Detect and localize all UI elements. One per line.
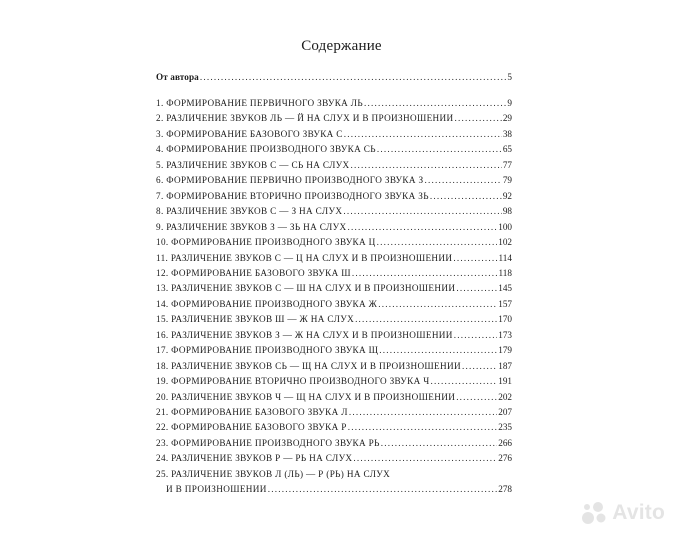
toc-entry (156, 373, 512, 387)
toc-entry-page: 202 (498, 391, 512, 402)
toc-entry (156, 404, 512, 418)
toc-entry (156, 234, 512, 248)
toc-entry-page: 77 (502, 159, 512, 170)
toc-entry-label: 11. РАЗЛИЧЕНИЕ ЗВУКОВ С — Ц НА СЛУХ И В ПРОИЗНОШЕНИИ (156, 252, 453, 263)
toc-entry-page: 100 (498, 221, 512, 232)
dot-leader (343, 206, 501, 217)
dot-leader (364, 98, 506, 109)
toc-entry-label: 1. ФОРМИРОВАНИЕ ПЕРВИЧНОГО ЗВУКА ЛЬ (156, 98, 364, 108)
toc-entry-label: 3. ФОРМИРОВАНИЕ БАЗОВОГО ЗВУКА С (156, 128, 343, 139)
toc-entry-page: 114 (498, 252, 512, 263)
dot-leader (377, 144, 502, 155)
toc-entry-label: 14. ФОРМИРОВАНИЕ ПРОИЗВОДНОГО ЗВУКА Ж (156, 298, 378, 309)
toc-entry-page: 207 (498, 407, 512, 417)
dot-leader (424, 175, 501, 186)
toc-entry-label: 13. РАЗЛИЧЕНИЕ ЗВУКОВ С — Ш НА СЛУХ И В ПРОИЗНОШЕНИИ (156, 283, 456, 294)
toc-entry (156, 450, 512, 464)
toc-entry-page: 179 (498, 345, 512, 356)
toc-entry-page: 145 (498, 283, 512, 294)
toc-entry (156, 126, 512, 140)
toc-entry-page: 157 (498, 298, 512, 309)
dot-leader (456, 392, 497, 403)
dot-leader (347, 222, 497, 233)
toc-entry (156, 203, 512, 217)
dot-leader (379, 345, 497, 356)
dot-leader (351, 160, 502, 171)
dot-leader (349, 407, 497, 418)
toc-entry (156, 157, 512, 171)
toc-entry-label: 2. РАЗЛИЧЕНИЕ ЗВУКОВ ЛЬ — Й НА СЛУХ И В ПРОИЗНОШЕНИИ (156, 113, 454, 124)
toc-entry-page: 170 (498, 314, 512, 325)
dot-leader (456, 283, 497, 294)
toc-entry-label: 12. ФОРМИРОВАНИЕ БАЗОВОГО ЗВУКА Ш (156, 267, 351, 278)
watermark-text: Avito (612, 501, 665, 524)
dot-leader (462, 361, 497, 372)
toc-entry-page: 191 (498, 376, 512, 387)
dot-leader (430, 191, 502, 202)
toc-entry (156, 296, 512, 310)
avito-watermark (582, 501, 665, 525)
toc-entry (156, 358, 512, 372)
toc-entry-page: 173 (498, 329, 512, 340)
dot-leader (344, 129, 502, 140)
toc-entry-page: 266 (498, 437, 512, 448)
toc-entry-page: 187 (498, 360, 512, 371)
toc-entry-page: 5 (507, 72, 512, 82)
toc-entry (156, 389, 512, 403)
dot-leader (355, 314, 497, 325)
toc-entry-label: 20. РАЗЛИЧЕНИЕ ЗВУКОВ Ч — Щ НА СЛУХ И В ПРОИЗНОШЕНИИ (156, 391, 456, 402)
toc-entry-page: 102 (498, 237, 512, 248)
toc-entry-page: 65 (502, 144, 512, 155)
toc-entry (156, 481, 512, 495)
toc-entry-label: 18. РАЗЛИЧЕНИЕ ЗВУКОВ СЬ — Щ НА СЛУХ И В ПРОИЗНОШЕНИИ (156, 360, 461, 371)
toc-entry-page: 98 (502, 206, 512, 217)
toc-entry (156, 342, 512, 356)
toc-entry-page: 38 (502, 128, 512, 139)
toc-entry (156, 141, 512, 155)
dot-leader (454, 330, 497, 341)
toc-entry-page: 276 (498, 453, 512, 464)
dot-leader (352, 268, 498, 279)
toc-entry (156, 466, 512, 480)
toc-entry (156, 311, 512, 325)
toc-entry-page: 92 (502, 190, 512, 201)
toc-entry-label: 10. ФОРМИРОВАНИЕ ПРОИЗВОДНОГО ЗВУКА Ц (156, 237, 376, 248)
toc-entry-label: 17. ФОРМИРОВАНИЕ ПРОИЗВОДНОГО ЗВУКА Щ (156, 345, 379, 356)
toc-entry-page: 118 (498, 267, 512, 278)
toc-entry (156, 265, 512, 279)
dot-leader (200, 72, 507, 83)
dot-leader (381, 438, 497, 449)
toc-entry (156, 219, 512, 233)
toc-entry-label: 7. ФОРМИРОВАНИЕ ВТОРИЧНО ПРОИЗВОДНОГО ЗВУКА ЗЬ (156, 190, 429, 201)
toc-entry-label: 4. ФОРМИРОВАНИЕ ПРОИЗВОДНОГО ЗВУКА СЬ (156, 144, 376, 155)
toc-entry-label: 16. РАЗЛИЧЕНИЕ ЗВУКОВ З — Ж НА СЛУХ И В ПРОИЗНОШЕНИИ (156, 329, 453, 340)
toc-entry-page: 278 (498, 484, 512, 495)
dot-leader (455, 113, 502, 124)
toc-entry (156, 280, 512, 294)
toc-entry-page: 29 (502, 113, 512, 124)
toc-entry-label: 8. РАЗЛИЧЕНИЕ ЗВУКОВ С — З НА СЛУХ (156, 206, 343, 217)
page-title: Содержание (301, 38, 382, 54)
dot-leader (378, 299, 497, 310)
toc-entry (156, 188, 512, 202)
toc-entry (156, 172, 512, 186)
toc-entry-label: 19. ФОРМИРОВАНИЕ ВТОРИЧНО ПРОИЗВОДНОГО ЗВУКА Ч (156, 376, 430, 387)
toc-entry-label: 22. ФОРМИРОВАНИЕ БАЗОВОГО ЗВУКА Р (156, 422, 347, 433)
toc-entry-label: 6. ФОРМИРОВАНИЕ ПЕРВИЧНО ПРОИЗВОДНОГО ЗВУКА З (156, 175, 424, 186)
toc-entry-label: 23. ФОРМИРОВАНИЕ ПРОИЗВОДНОГО ЗВУКА РЬ (156, 437, 380, 448)
dot-leader (431, 376, 498, 387)
toc-entry-label: От автора (156, 72, 199, 82)
dot-leader (353, 453, 497, 464)
toc-entry-page: 235 (498, 422, 512, 433)
dot-leader (453, 253, 497, 264)
toc-entry (156, 327, 512, 341)
toc-entry (156, 110, 512, 124)
toc-entry-label: 21. ФОРМИРОВАНИЕ БАЗОВОГО ЗВУКА Л (156, 407, 348, 417)
toc-entry-label: 5. РАЗЛИЧЕНИЕ ЗВУКОВ С — СЬ НА СЛУХ (156, 159, 350, 170)
toc-entry (156, 95, 512, 109)
toc-entry-label: 25. РАЗЛИЧЕНИЕ ЗВУКОВ Л (ЛЬ) — Р (РЬ) НА СЛУХ (156, 468, 391, 479)
toc-entry-label: 24. РАЗЛИЧЕНИЕ ЗВУКОВ Р — РЬ НА СЛУХ (156, 453, 353, 464)
toc-entry-label: 9. РАЗЛИЧЕНИЕ ЗВУКОВ З — ЗЬ НА СЛУХ (156, 221, 347, 232)
dot-leader (348, 422, 498, 433)
toc-entry-label: И В ПРОИЗНОШЕНИИ (166, 484, 267, 495)
toc-entry-page: 79 (502, 175, 512, 186)
dot-leader (377, 237, 498, 248)
dot-leader (268, 484, 497, 495)
toc-entry (156, 435, 512, 449)
toc-entry-author (156, 69, 512, 83)
avito-dots-icon (582, 501, 608, 525)
toc-entry (156, 250, 512, 264)
toc-entry-label: 15. РАЗЛИЧЕНИЕ ЗВУКОВ Ш — Ж НА СЛУХ (156, 314, 355, 325)
toc-entry (156, 419, 512, 433)
toc-entry-page: 9 (507, 98, 512, 108)
